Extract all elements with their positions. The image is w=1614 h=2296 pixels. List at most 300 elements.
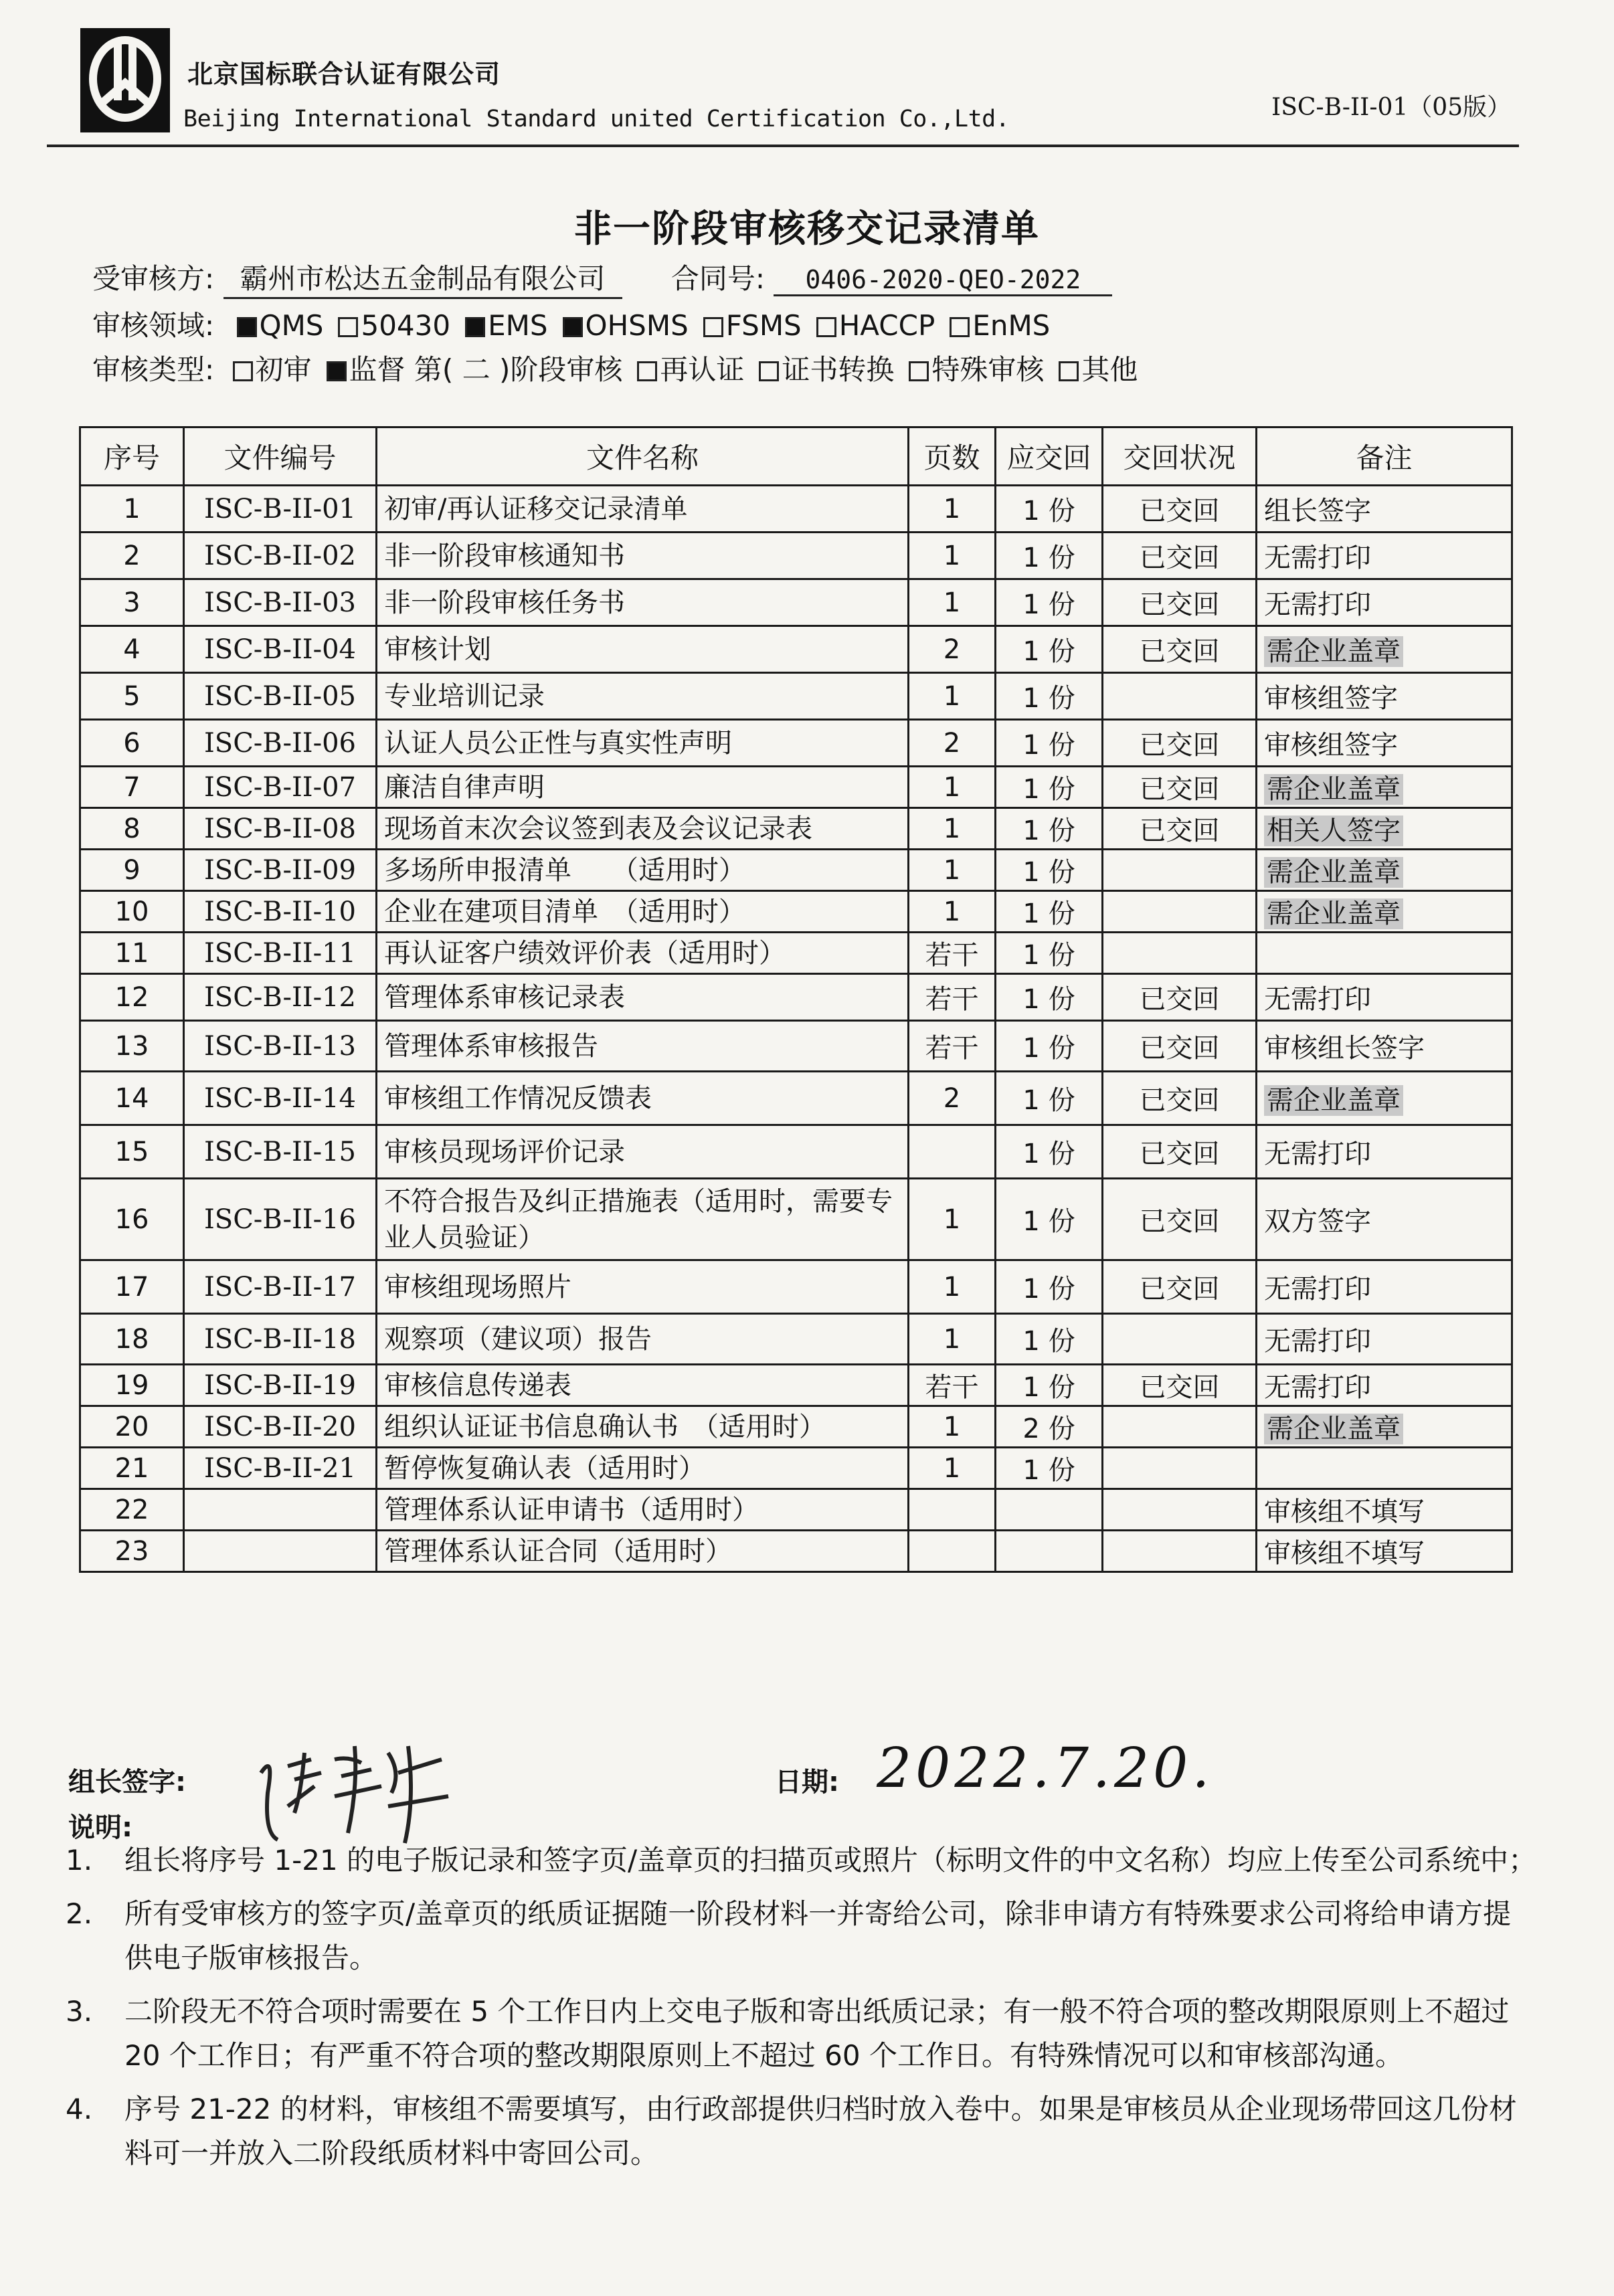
remark: 需企业盖章 xyxy=(1264,636,1403,667)
page-count-cell xyxy=(909,626,996,673)
note-text: 序号 21-22 的材料，审核组不需要填写，由行政部提供归档时放入卷中。如果是审核员从企业现场带回这几份材料可一并放入二阶段纸质材料中寄回公司。 xyxy=(124,2093,1517,2170)
return-status-cell xyxy=(1103,933,1257,974)
note-number: 4. xyxy=(66,2093,93,2125)
note-number: 1. xyxy=(66,1844,93,1877)
file-name-cell xyxy=(377,1125,909,1179)
file-name: 审核信息传递表 xyxy=(384,1369,571,1401)
page-count-cell xyxy=(909,720,996,767)
page-count-cell xyxy=(909,1531,996,1572)
return-status: 已交回 xyxy=(1139,496,1220,527)
copies-due-cell xyxy=(996,1365,1103,1406)
file-code-cell xyxy=(184,1531,377,1572)
row-number-cell xyxy=(80,1179,184,1260)
row-number: 14 xyxy=(114,1082,149,1114)
domain-option xyxy=(703,309,802,342)
row-number: 12 xyxy=(114,981,149,1013)
return-status: 已交回 xyxy=(1139,816,1220,846)
copies-due: 1 份 xyxy=(1022,1455,1075,1486)
file-code: ISC-B-II-15 xyxy=(204,1136,356,1167)
table-row xyxy=(80,1489,1512,1531)
file-code-cell xyxy=(184,626,377,673)
row-number: 21 xyxy=(114,1452,149,1484)
unchecked-checkbox[interactable] xyxy=(338,317,358,337)
return-status-cell xyxy=(1103,1125,1257,1179)
page-count: 1 xyxy=(943,540,961,571)
row-number-cell xyxy=(80,891,184,933)
table-header-row xyxy=(80,427,1512,486)
type-options xyxy=(233,353,1153,386)
note-text: 组长将序号 1-21 的电子版记录和签字页/盖章页的扫描页或照片（标明文件的中文名称）均应上传至公司系统中； xyxy=(124,1844,1537,1877)
remark-cell xyxy=(1257,974,1512,1021)
file-name-cell xyxy=(377,1531,909,1572)
row-number-cell xyxy=(80,850,184,891)
file-name-cell xyxy=(377,933,909,974)
row-number-cell xyxy=(80,1314,184,1365)
file-name-cell xyxy=(377,1489,909,1531)
file-code-cell xyxy=(184,1448,377,1489)
page-count-cell xyxy=(909,1314,996,1365)
note-text: 所有受审核方的签字页/盖章页的纸质证据随一阶段材料一并寄给公司，除非申请方有特殊要求公司将给申请方提供电子版审核报告。 xyxy=(124,1897,1512,1974)
note-item xyxy=(66,1838,1538,1883)
file-name-cell xyxy=(377,626,909,673)
row-number: 18 xyxy=(114,1323,149,1355)
return-status-cell xyxy=(1103,1489,1257,1531)
copies-due-cell xyxy=(996,1314,1103,1365)
date-label: 日期: xyxy=(775,1767,839,1798)
return-status-cell xyxy=(1103,579,1257,626)
copies-due: 1 份 xyxy=(1022,1033,1075,1064)
row-number: 2 xyxy=(123,540,141,571)
domain-options xyxy=(237,309,1065,342)
copies-due: 1 份 xyxy=(1022,683,1075,714)
copies-due: 1 份 xyxy=(1022,589,1075,620)
domain-option-label: EnMS xyxy=(972,309,1051,342)
return-status-cell xyxy=(1103,1365,1257,1406)
note-item xyxy=(66,2087,1538,2176)
copies-due-cell xyxy=(996,673,1103,720)
copies-due-cell xyxy=(996,974,1103,1021)
audit-type-line xyxy=(92,348,1152,388)
file-code: ISC-B-II-10 xyxy=(204,896,356,927)
auditee-value: 霸州市松达五金制品有限公司 xyxy=(223,257,622,299)
file-name: 不符合报告及纠正措施表（适用时，需要专业人员验证） xyxy=(384,1185,893,1253)
return-status: 已交回 xyxy=(1139,1372,1220,1403)
page-count: 若干 xyxy=(925,984,979,1015)
copies-due: 1 份 xyxy=(1022,1372,1075,1403)
table-row xyxy=(80,720,1512,767)
remark-cell xyxy=(1257,533,1512,579)
copies-due: 1 份 xyxy=(1022,1085,1075,1116)
file-code: ISC-B-II-18 xyxy=(204,1323,356,1355)
return-status-cell xyxy=(1103,533,1257,579)
remark-cell xyxy=(1257,1406,1512,1448)
copies-due-cell xyxy=(996,1448,1103,1489)
unchecked-checkbox[interactable] xyxy=(703,317,723,337)
file-code-cell xyxy=(184,486,377,533)
unchecked-checkbox[interactable] xyxy=(759,361,779,381)
table-row xyxy=(80,626,1512,673)
return-status: 已交回 xyxy=(1139,636,1220,667)
return-status: 已交回 xyxy=(1139,1274,1220,1305)
remark-cell xyxy=(1257,808,1512,850)
page-count-cell xyxy=(909,1260,996,1314)
copies-due: 1 份 xyxy=(1022,774,1075,805)
copies-due-cell xyxy=(996,720,1103,767)
unchecked-checkbox[interactable] xyxy=(909,361,929,381)
copies-due-cell xyxy=(996,767,1103,808)
row-number: 5 xyxy=(123,680,141,712)
row-number: 3 xyxy=(123,587,141,618)
company-name-en: Beijing International Standard united Certification Co.,Ltd. xyxy=(183,106,1010,132)
row-number-cell xyxy=(80,1406,184,1448)
file-name-cell xyxy=(377,533,909,579)
file-name: 组织认证证书信息确认书 （适用时） xyxy=(384,1411,826,1442)
copies-due: 1 份 xyxy=(1022,1274,1075,1305)
copies-due-cell xyxy=(996,1072,1103,1125)
remark-cell xyxy=(1257,1072,1512,1125)
file-name: 现场首末次会议签到表及会议记录表 xyxy=(384,813,812,844)
file-code: ISC-B-II-03 xyxy=(204,587,356,618)
file-name: 管理体系认证申请书（适用时） xyxy=(384,1494,759,1525)
domain-label: 审核领域: xyxy=(92,309,215,342)
file-code: ISC-B-II-05 xyxy=(204,680,356,712)
table-row xyxy=(80,1179,1512,1260)
row-number-cell xyxy=(80,974,184,1021)
document-code: ISC-B-II-01（05版） xyxy=(1271,94,1512,121)
file-name: 管理体系审核记录表 xyxy=(384,981,625,1013)
table-row xyxy=(80,974,1512,1021)
table-row xyxy=(80,486,1512,533)
copies-due: 1 份 xyxy=(1022,496,1075,527)
date-value: 2022.7.20. xyxy=(877,1737,1214,1800)
remark-cell xyxy=(1257,891,1512,933)
file-name: 多场所申报清单 （适用时） xyxy=(384,854,745,886)
page-count: 1 xyxy=(943,771,961,803)
row-number-cell xyxy=(80,1489,184,1531)
col-header-no: 序号 xyxy=(80,427,184,486)
file-code: ISC-B-II-01 xyxy=(204,493,356,524)
row-number: 22 xyxy=(114,1494,149,1525)
page-count-cell xyxy=(909,533,996,579)
page-count-cell xyxy=(909,1125,996,1179)
table-row xyxy=(80,1021,1512,1072)
row-number-cell xyxy=(80,579,184,626)
domain-option xyxy=(237,309,324,342)
file-name-cell xyxy=(377,1072,909,1125)
file-code: ISC-B-II-08 xyxy=(204,813,356,844)
copies-due-cell xyxy=(996,486,1103,533)
table-row xyxy=(80,1314,1512,1365)
page-count-cell xyxy=(909,486,996,533)
return-status-cell xyxy=(1103,1179,1257,1260)
remark: 相关人签字 xyxy=(1264,816,1403,846)
file-code: ISC-B-II-06 xyxy=(204,727,356,759)
type-option xyxy=(233,348,312,388)
file-code-cell xyxy=(184,1314,377,1365)
file-name: 非一阶段审核任务书 xyxy=(384,587,625,618)
file-name-cell xyxy=(377,1314,909,1365)
remark-cell xyxy=(1257,850,1512,891)
page-count-cell xyxy=(909,1448,996,1489)
type-option xyxy=(637,348,744,388)
return-status-cell xyxy=(1103,626,1257,673)
file-code: ISC-B-II-19 xyxy=(204,1369,356,1401)
domain-option-label: 50430 xyxy=(361,309,451,342)
row-number: 16 xyxy=(114,1204,149,1235)
file-name: 企业在建项目清单 （适用时） xyxy=(384,896,745,927)
file-code: ISC-B-II-17 xyxy=(204,1271,356,1303)
table-row xyxy=(80,673,1512,720)
page-count: 1 xyxy=(943,587,961,618)
remark: 无需打印 xyxy=(1264,1274,1371,1305)
file-code-cell xyxy=(184,1125,377,1179)
page-count: 1 xyxy=(943,896,961,927)
remark-cell xyxy=(1257,486,1512,533)
table-row xyxy=(80,933,1512,974)
remark: 需企业盖章 xyxy=(1264,1085,1403,1116)
return-status-cell xyxy=(1103,1314,1257,1365)
copies-due-cell xyxy=(996,1021,1103,1072)
file-name-cell xyxy=(377,1021,909,1072)
file-code: ISC-B-II-09 xyxy=(204,854,356,886)
checked-checkbox[interactable] xyxy=(563,317,583,337)
page-count-cell xyxy=(909,673,996,720)
file-code-cell xyxy=(184,1260,377,1314)
page-count: 1 xyxy=(943,1323,961,1355)
page-count-cell xyxy=(909,1489,996,1531)
file-code-cell xyxy=(184,1179,377,1260)
file-code: ISC-B-II-20 xyxy=(204,1411,356,1442)
row-number: 1 xyxy=(123,493,141,524)
page-count: 1 xyxy=(943,813,961,844)
page-count: 若干 xyxy=(925,940,979,971)
domain-option xyxy=(950,309,1050,342)
return-status: 已交回 xyxy=(1139,1206,1220,1237)
page-count: 2 xyxy=(943,1082,961,1114)
remark: 审核组签字 xyxy=(1264,730,1398,761)
page-count-cell xyxy=(909,767,996,808)
copies-due: 1 份 xyxy=(1022,940,1075,971)
file-name: 专业培训记录 xyxy=(384,680,545,712)
page-count: 若干 xyxy=(925,1033,979,1064)
copies-due: 1 份 xyxy=(1022,1326,1075,1357)
return-status: 已交回 xyxy=(1139,1033,1220,1064)
checked-checkbox[interactable] xyxy=(465,317,485,337)
table-row xyxy=(80,1531,1512,1572)
row-number: 13 xyxy=(114,1030,149,1062)
table-row xyxy=(80,1365,1512,1406)
remark-cell xyxy=(1257,1260,1512,1314)
page-count-cell xyxy=(909,808,996,850)
domain-option-label: OHSMS xyxy=(585,309,689,342)
file-name-cell xyxy=(377,1260,909,1314)
file-code-cell xyxy=(184,1021,377,1072)
remark: 审核组长签字 xyxy=(1264,1033,1425,1064)
file-name-cell xyxy=(377,673,909,720)
unchecked-checkbox[interactable] xyxy=(1059,361,1079,381)
page-count: 2 xyxy=(943,634,961,665)
domain-option xyxy=(465,309,547,342)
row-number-cell xyxy=(80,1021,184,1072)
type-option-label: 其他 xyxy=(1081,353,1138,386)
copies-due: 1 份 xyxy=(1022,636,1075,667)
copies-due-cell xyxy=(996,1260,1103,1314)
copies-due: 1 份 xyxy=(1022,857,1075,888)
row-number: 17 xyxy=(114,1271,149,1303)
domain-option-label: FSMS xyxy=(725,309,802,342)
file-name: 审核计划 xyxy=(384,634,491,665)
type-option xyxy=(1059,348,1138,388)
row-number-cell xyxy=(80,933,184,974)
col-header-copies: 应交回 xyxy=(996,427,1103,486)
return-status: 已交回 xyxy=(1139,774,1220,805)
remark-cell xyxy=(1257,673,1512,720)
return-status: 已交回 xyxy=(1139,1085,1220,1116)
copies-due: 1 份 xyxy=(1022,816,1075,846)
row-number: 11 xyxy=(114,937,149,969)
copies-due-cell xyxy=(996,1406,1103,1448)
table-row xyxy=(80,850,1512,891)
checked-checkbox[interactable] xyxy=(327,361,347,381)
note-number: 2. xyxy=(66,1897,93,1930)
row-number: 19 xyxy=(114,1369,149,1401)
audit-domain-line xyxy=(92,304,1065,344)
copies-due-cell xyxy=(996,850,1103,891)
return-status-cell xyxy=(1103,1406,1257,1448)
return-status-cell xyxy=(1103,1448,1257,1489)
return-status-cell xyxy=(1103,767,1257,808)
notes-label: 说明: xyxy=(68,1812,132,1843)
file-name-cell xyxy=(377,579,909,626)
domain-option-label: EMS xyxy=(488,309,548,342)
file-code: ISC-B-II-11 xyxy=(204,937,356,969)
row-number-cell xyxy=(80,808,184,850)
table-row xyxy=(80,767,1512,808)
copies-due-cell xyxy=(996,1531,1103,1572)
file-name: 审核组工作情况反馈表 xyxy=(384,1082,652,1114)
remark-cell xyxy=(1257,579,1512,626)
notes-list xyxy=(66,1838,1538,2185)
remark: 组长签字 xyxy=(1264,496,1371,527)
row-number: 6 xyxy=(123,727,141,759)
file-code-cell xyxy=(184,974,377,1021)
leader-signature xyxy=(248,1733,488,1846)
domain-option xyxy=(563,309,689,342)
row-number-cell xyxy=(80,720,184,767)
file-name-cell xyxy=(377,1448,909,1489)
remark: 无需打印 xyxy=(1264,1139,1371,1169)
remark-cell xyxy=(1257,626,1512,673)
col-header-code: 文件编号 xyxy=(184,427,377,486)
file-code: ISC-B-II-07 xyxy=(204,771,356,803)
page-count: 2 xyxy=(943,727,961,759)
return-status-cell xyxy=(1103,1531,1257,1572)
page-count: 1 xyxy=(943,1411,961,1442)
checked-checkbox[interactable] xyxy=(237,317,257,337)
unchecked-checkbox[interactable] xyxy=(950,317,970,337)
unchecked-checkbox[interactable] xyxy=(816,317,836,337)
leader-signature-label: 组长签字: xyxy=(68,1767,186,1798)
table-row xyxy=(80,1072,1512,1125)
file-code-cell xyxy=(184,767,377,808)
file-code: ISC-B-II-04 xyxy=(204,634,356,665)
row-number-cell xyxy=(80,1448,184,1489)
file-name-cell xyxy=(377,1406,909,1448)
domain-option xyxy=(338,309,450,342)
table-row xyxy=(80,1406,1512,1448)
file-code-cell xyxy=(184,673,377,720)
file-code: ISC-B-II-16 xyxy=(204,1204,356,1235)
copies-due-cell xyxy=(996,626,1103,673)
auditee-label: 受审核方: xyxy=(92,262,215,295)
page-count: 1 xyxy=(943,680,961,712)
row-number-cell xyxy=(80,486,184,533)
row-number: 23 xyxy=(114,1535,149,1567)
page-count: 1 xyxy=(943,1271,961,1303)
col-header-remark: 备注 xyxy=(1257,427,1512,486)
file-name-cell xyxy=(377,767,909,808)
type-option-label: 再认证 xyxy=(660,353,745,386)
transfer-record-table xyxy=(79,426,1513,1573)
page-count-cell xyxy=(909,1021,996,1072)
remark-cell xyxy=(1257,1365,1512,1406)
copies-due-cell xyxy=(996,1489,1103,1531)
return-status-cell xyxy=(1103,1260,1257,1314)
note-item xyxy=(66,1990,1538,2078)
return-status-cell xyxy=(1103,486,1257,533)
row-number-cell xyxy=(80,1365,184,1406)
unchecked-checkbox[interactable] xyxy=(637,361,657,381)
return-status: 已交回 xyxy=(1139,589,1220,620)
remark: 无需打印 xyxy=(1264,543,1371,573)
remark: 审核组签字 xyxy=(1264,683,1398,714)
remark: 审核组不填写 xyxy=(1264,1497,1425,1527)
return-status-cell xyxy=(1103,974,1257,1021)
remark-cell xyxy=(1257,1531,1512,1572)
copies-due: 1 份 xyxy=(1022,1139,1075,1169)
file-code: ISC-B-II-13 xyxy=(204,1030,356,1062)
type-option-label: 初审 xyxy=(255,353,312,386)
return-status-cell xyxy=(1103,808,1257,850)
col-header-name: 文件名称 xyxy=(377,427,909,486)
file-name: 暂停恢复确认表（适用时） xyxy=(384,1452,705,1484)
copies-due: 1 份 xyxy=(1022,898,1075,929)
page-count-cell xyxy=(909,1072,996,1125)
return-status: 已交回 xyxy=(1139,1139,1220,1169)
copies-due-cell xyxy=(996,1179,1103,1260)
file-code: ISC-B-II-14 xyxy=(204,1082,356,1114)
domain-option-label: HACCP xyxy=(838,309,935,342)
file-code-cell xyxy=(184,1406,377,1448)
row-number-cell xyxy=(80,673,184,720)
file-name: 非一阶段审核通知书 xyxy=(384,540,625,571)
return-status-cell xyxy=(1103,891,1257,933)
type-option xyxy=(909,348,1044,388)
unchecked-checkbox[interactable] xyxy=(233,361,253,381)
page-count: 若干 xyxy=(925,1372,979,1403)
remark-cell xyxy=(1257,1489,1512,1531)
file-name-cell xyxy=(377,891,909,933)
table-row xyxy=(80,891,1512,933)
file-code-cell xyxy=(184,1072,377,1125)
row-number-cell xyxy=(80,1531,184,1572)
col-header-status: 交回状况 xyxy=(1103,427,1257,486)
remark-cell xyxy=(1257,1448,1512,1489)
page-count-cell xyxy=(909,933,996,974)
domain-option xyxy=(816,309,935,342)
type-option-label: 证书转换 xyxy=(782,353,895,386)
file-code-cell xyxy=(184,850,377,891)
